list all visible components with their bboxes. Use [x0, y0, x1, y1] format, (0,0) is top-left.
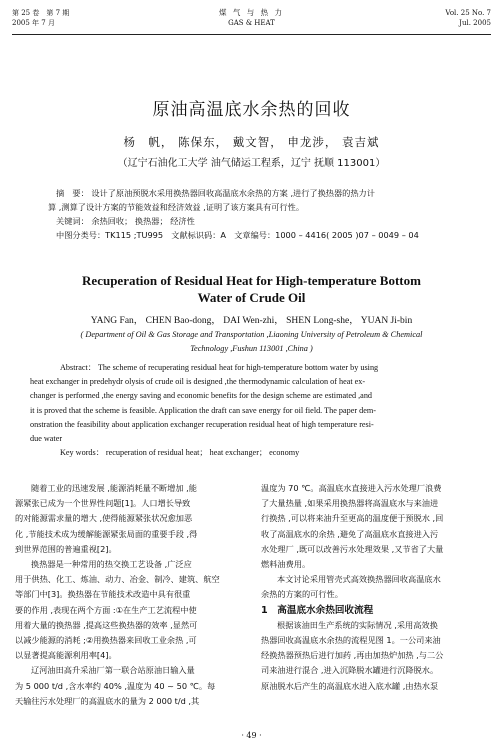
body-line: 原油脱水后产生的高温底水进入底水罐 ,由热水泵 [261, 680, 439, 691]
body-line: 用着大量的换热器 ,提高这些换热器的效率 ,显然可 [15, 619, 198, 630]
volume-issue-en: Vol. 25 No. 7 [445, 9, 491, 17]
body-line: 了大量热量 ,如果采用换热器将高温底水与来油进 [261, 498, 439, 509]
body-line: 要的作用 ,表现在两个方面 :①在生产工艺流程中使 [15, 604, 197, 615]
body-line: 以减少能源的消耗 ;②用换热器来回收工业余热 ,可 [15, 635, 197, 646]
keywords-en: Key words： recuperation of residual heat； heat exchanger； economy [60, 448, 300, 458]
affiliation-en-line: Technology ,Fushun 113001 ,China ) [190, 344, 313, 353]
section-heading: 1 高温底水余热回收流程 [261, 604, 374, 616]
affiliation-en [0, 328, 503, 356]
abstract-en-line: changer is performed ,the energy saving and economic benefits for the design scheme are estimated ,and [30, 391, 373, 401]
authors-en: YANG Fan， CHEN Bao-dong， DAI Wen-zhi， SHEN Long-she， YUAN Ji-bin [90, 316, 413, 326]
body-line: 温度为 70 ℃。高温底水直接进入污水处理厂浪费 [261, 483, 442, 493]
title-en [0, 272, 503, 306]
body-line: 为 5 000 t/d ,含水率约 40% ,温度为 40 ~ 50 ℃。每 [15, 680, 216, 691]
abstract-en-line: heat exchanger in predehydr olysis of crude oil is designed ,the thermodynamic calculation of heat ex- [30, 377, 366, 387]
body-line: 化 ,节能技术成为缓解能源紧张局面的重要手段 ,得 [15, 528, 198, 539]
abstract-zh-line: 算 ,测算了设计方案的节能效益和经济效益 ,证明了该方案具有可行性。 [48, 202, 305, 212]
classification-zh: 中图分类号：TK115 ;TU995 文献标识码：A 文章编号：1000 – 4416( 2005 )07 – 0049 – 04 [56, 230, 419, 240]
title-en-line: Recuperation of Residual Heat for High-temperature Bottom [82, 273, 421, 288]
body-line: 余热的方案的可行性。 [261, 589, 343, 600]
body-line: 用于供热、化工、炼油、动力、冶金、制冷、建筑、航空 [15, 574, 220, 585]
journal-name-en: GAS & HEAT [228, 19, 275, 27]
body-line: 辽河油田高升采油厂第一联合站原油日输入量 [31, 665, 195, 676]
body-line: 随着工业的迅速发展 ,能源消耗量不断增加 ,能 [31, 483, 197, 493]
date-en: Jul. 2005 [459, 19, 491, 27]
affiliation-zh: （辽宁石油化工大学 油气储运工程系，辽宁 抚顺 113001） [117, 158, 386, 169]
header-center [12, 8, 491, 28]
body-line: 天输往污水处理厂的高温底水的量为 2 000 t/d ,其 [15, 695, 200, 706]
abstract-en-line: Abstract： The scheme of recuperating residual heat for high-temperature bottom water by using [60, 363, 379, 372]
abstract-en-line: it is proved that the scheme is feasible. Application the draft can save energy for oil field. The paper dem- [30, 405, 376, 415]
header-right [445, 8, 491, 28]
body-line: 换热器是一种常用的热交换工艺设备 ,广泛应 [31, 559, 192, 570]
affiliation-en-line: ( Department of Oil & Gas Storage and Transportation ,Liaoning University of Petroleum & Chemical [80, 330, 423, 339]
body-line: 收了高温底水的余热 ,避免了高温底水直接进入污 [261, 528, 439, 539]
body-line: 等部门中[3]。换热器在节能技术改造中具有很重 [15, 589, 191, 600]
body-line: 的对能源需求量的增大 ,使得能源紧张状况愈加恶 [15, 513, 193, 524]
body-line: 本文讨论采用管壳式高效换热器回收高温底水 [277, 574, 441, 585]
running-header [12, 8, 491, 34]
body-line: 源紧张已成为一个世界性问题[1]。人口增长导致 [15, 498, 191, 509]
body-line: 燃料油费用。 [261, 559, 311, 570]
keywords-zh: 关键词： 余热回收； 换热器； 经济性 [56, 216, 195, 226]
journal-name-zh: 煤 气 与 热 力 [218, 8, 285, 17]
body-column-left [15, 481, 234, 709]
header-rule [12, 34, 491, 35]
abstract-en-line: onstration the feasibility about application exchanger recuperation residual heat of high temperature resi- [30, 419, 374, 429]
body-line: 经换热器预热后进行加药 ,再由加热炉加热 ,与二公 [261, 650, 444, 661]
title-en-line: Water of Crude Oil [197, 290, 306, 305]
abstract-zh-line: 摘 要： 设计了原油预脱水采用换热器回收高温底水余热的方案 ,进行了换热器的热力计 [56, 188, 375, 198]
abstract-en [30, 361, 481, 460]
body-line: 热器回收高温底水余热的流程见图 1。一公司来油 [261, 635, 441, 646]
authors-zh: 杨 帆， 陈保东， 戴文智， 申龙涉， 袁吉斌 [123, 135, 380, 149]
body-line: 司来油进行混合 ,进入沉降脱水罐进行沉降脱水。 [261, 665, 439, 676]
body-line: 以显著提高能源利用率[4]。 [15, 650, 117, 661]
body-line: 根据该油田生产系统的实际情况 ,采用高效换 [277, 619, 438, 630]
body-line: 行换热 ,可以将来油升至更高的温度便于预脱水 ,回 [261, 513, 444, 524]
volume-issue-zh: 第 25 卷 第 7 期 [12, 9, 70, 17]
body-column-right [261, 481, 480, 694]
abstract-en-line: due water [30, 434, 63, 444]
body-line: 水处理厂 ,既可以改善污水处理效果 ,又节省了大量 [261, 543, 444, 554]
date-zh: 2005 年 7 月 [12, 19, 55, 27]
abstract-zh [48, 186, 465, 242]
page-number: · 49 · [241, 731, 262, 740]
title-zh: 原油高温底水余热的回收 [152, 100, 351, 120]
body-line: 到世界范围的普遍重视[2]。 [15, 543, 117, 554]
